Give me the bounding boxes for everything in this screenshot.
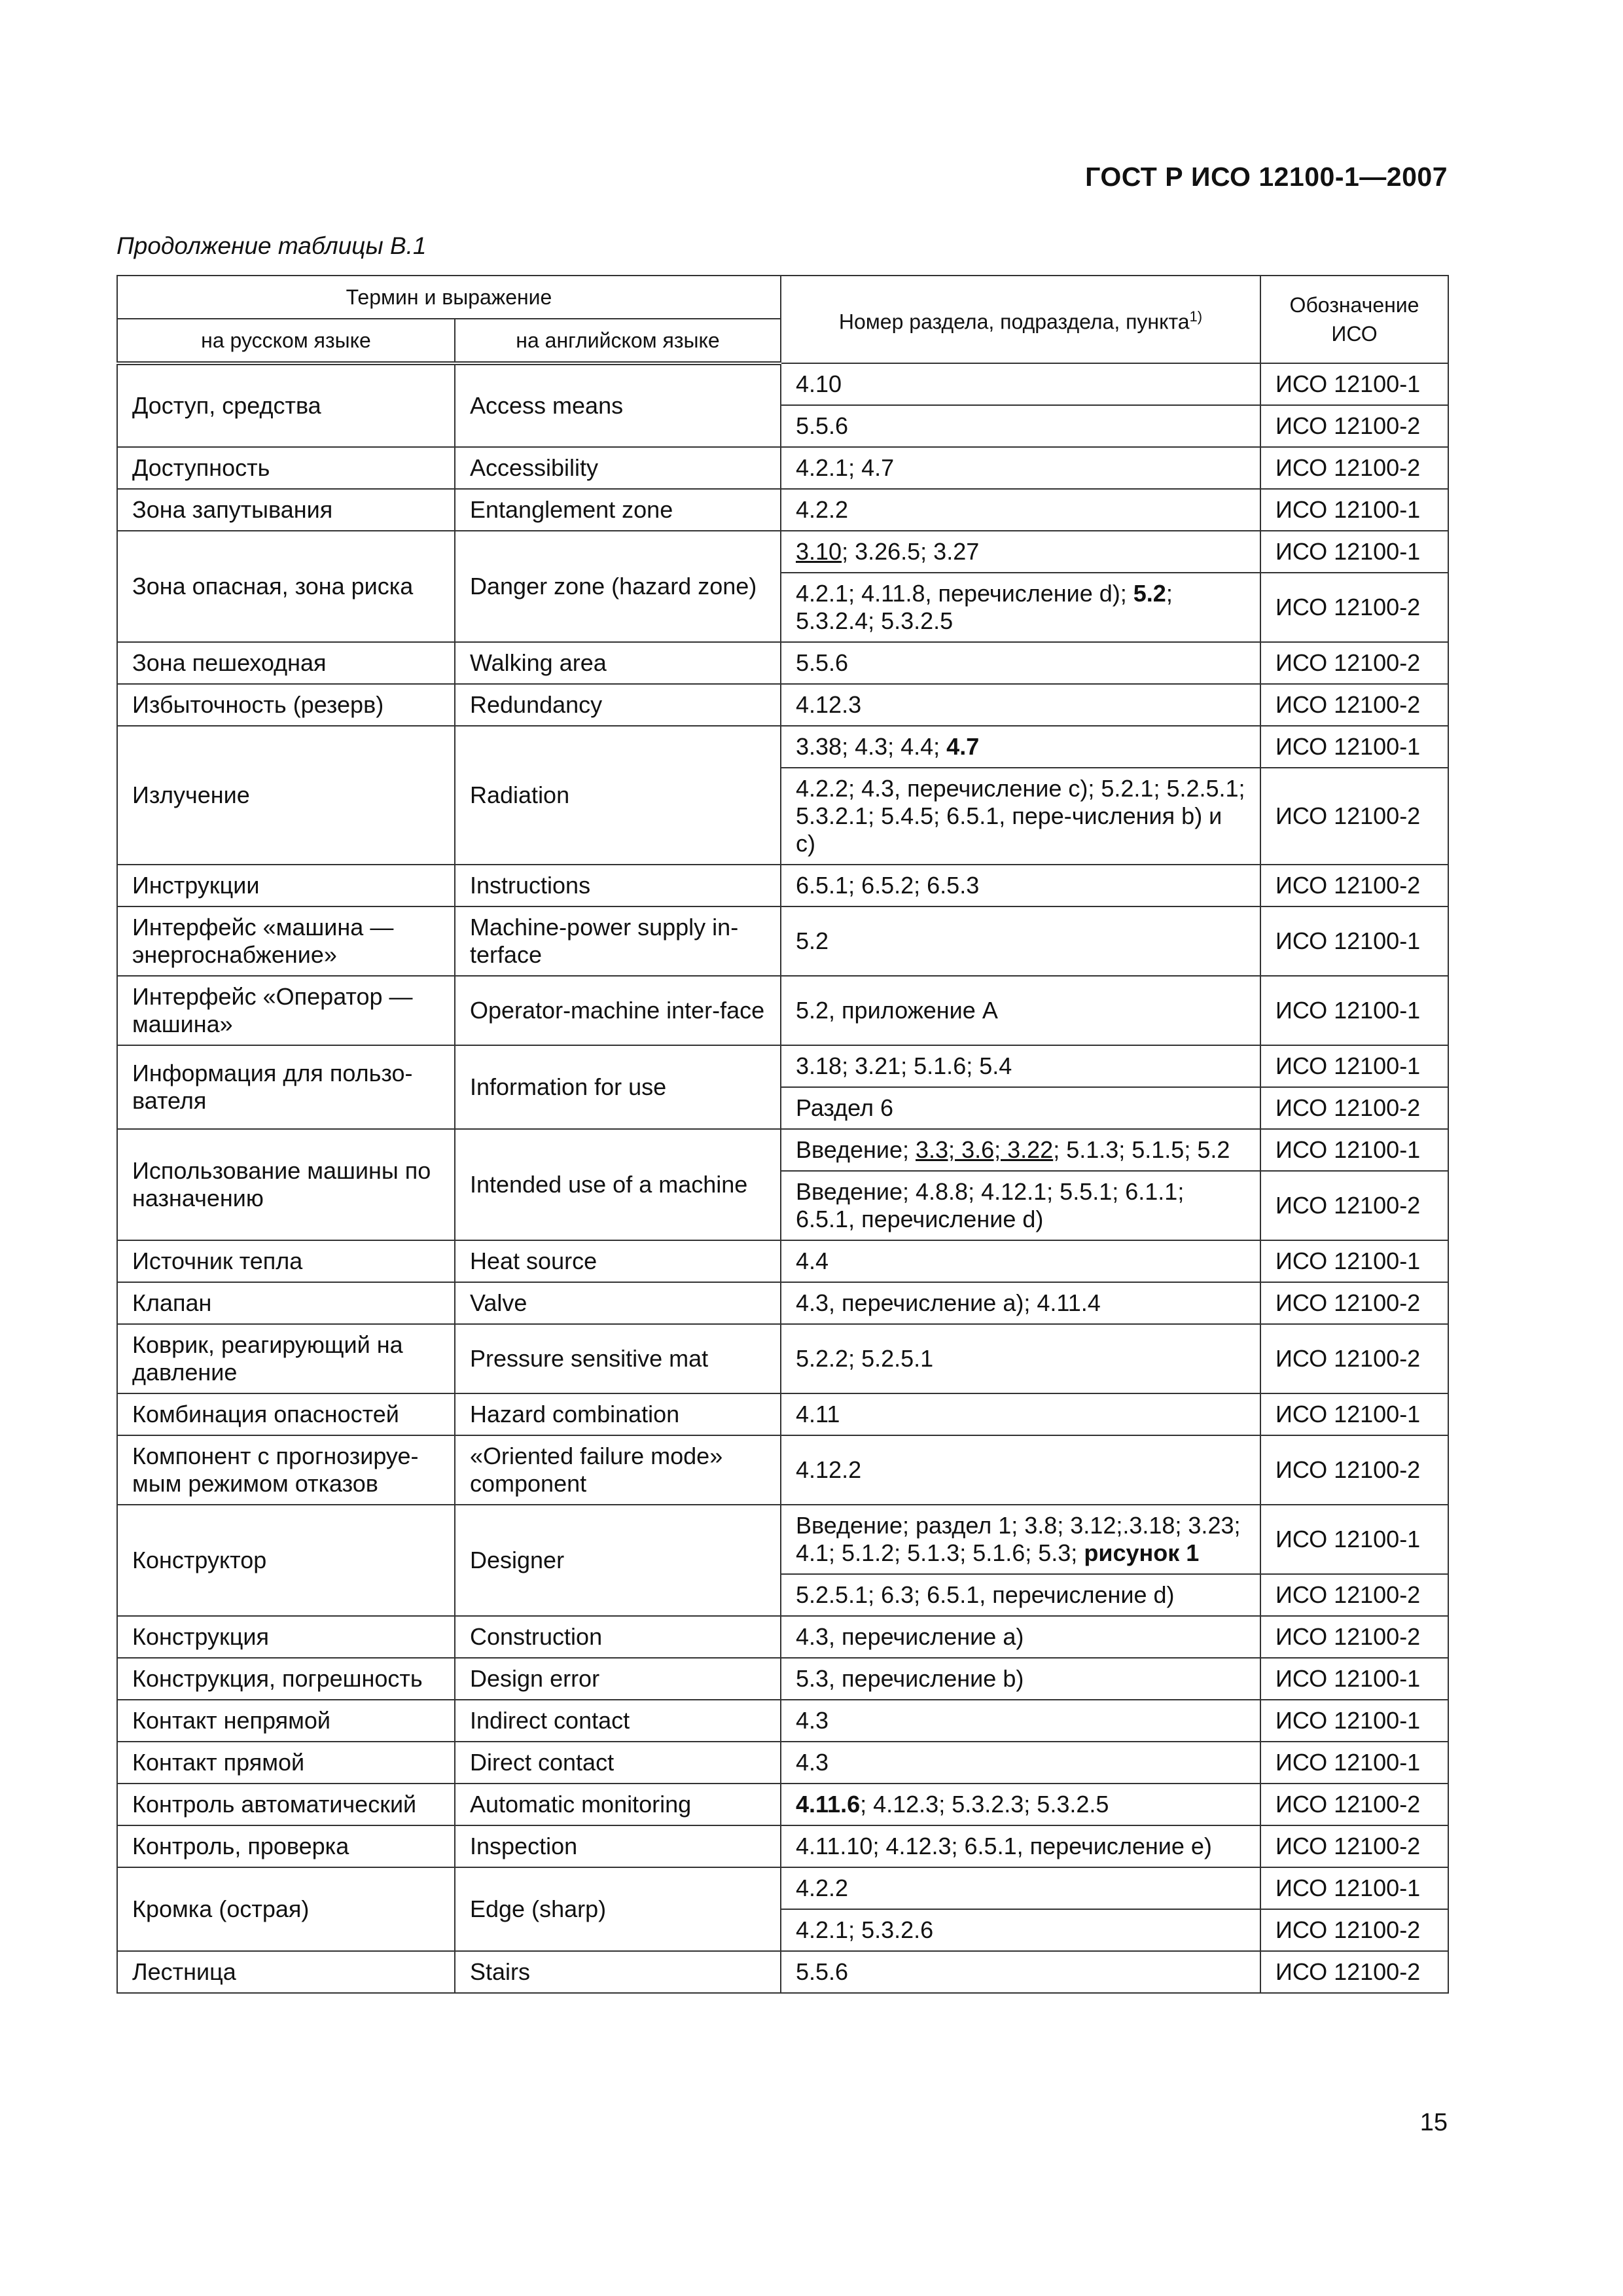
- table-caption: Продолжение таблицы В.1: [116, 232, 427, 259]
- iso-designation: ИСО 12100-2: [1260, 684, 1448, 726]
- iso-designation: ИСО 12100-1: [1260, 1045, 1448, 1087]
- reference-fragment: Введение; 4.8.8; 4.12.1; 5.5.1; 6.1.1; 6.5.1, перечисление d): [796, 1178, 1185, 1232]
- term-english: Machine-power supply in-terface: [455, 906, 781, 976]
- table-row: [117, 1435, 1448, 1505]
- table-row: [117, 1505, 1448, 1574]
- section-reference: [781, 976, 1260, 1045]
- section-reference: [781, 906, 1260, 976]
- iso-designation: ИСО 12100-1: [1260, 1658, 1448, 1700]
- term-russian: Зона опасная, зона риска: [117, 531, 455, 642]
- reference-fragment: 4.3, перечисление а); 4.11.4: [796, 1289, 1101, 1316]
- section-reference: [781, 865, 1260, 906]
- section-reference: [781, 1909, 1260, 1951]
- iso-designation: ИСО 12100-2: [1260, 1784, 1448, 1825]
- term-russian: Контроль автоматический: [117, 1784, 455, 1825]
- term-russian: Компонент с прогнозируе-мым режимом отказов: [117, 1435, 455, 1505]
- term-russian: Избыточность (резерв): [117, 684, 455, 726]
- term-english: Radiation: [455, 726, 781, 865]
- reference-fragment: 4.11.10; 4.12.3; 6.5.1, перечисление е): [796, 1833, 1212, 1859]
- iso-designation: ИСО 12100-1: [1260, 1393, 1448, 1435]
- table-row: [117, 1129, 1448, 1171]
- section-reference: [781, 363, 1260, 405]
- reference-fragment: 5.3, перечисление b): [796, 1665, 1024, 1692]
- table-row: [117, 363, 1448, 405]
- section-reference: [781, 447, 1260, 489]
- section-reference: [781, 1742, 1260, 1784]
- footnote-marker: 1): [1189, 308, 1203, 325]
- table-row: [117, 1616, 1448, 1658]
- table-row: [117, 1324, 1448, 1393]
- term-russian: Коврик, реагирующий на давление: [117, 1324, 455, 1393]
- terms-table: [116, 275, 1449, 1994]
- reference-fragment: 4.11: [796, 1401, 840, 1427]
- term-english: Intended use of a machine: [455, 1129, 781, 1240]
- reference-fragment: 3.18; 3.21; 5.1.6; 5.4: [796, 1052, 1012, 1079]
- iso-designation: ИСО 12100-2: [1260, 865, 1448, 906]
- reference-fragment: 4.12.2: [796, 1456, 862, 1483]
- section-reference: [781, 1574, 1260, 1616]
- term-russian: Интерфейс «машина — энергоснабжение»: [117, 906, 455, 976]
- section-reference: [781, 1045, 1260, 1087]
- reference-fragment: 4.3: [796, 1707, 829, 1734]
- term-russian: Использование машины по назначению: [117, 1129, 455, 1240]
- term-english: Automatic monitoring: [455, 1784, 781, 1825]
- section-reference: [781, 573, 1260, 642]
- table-row: [117, 1742, 1448, 1784]
- term-english: Instructions: [455, 865, 781, 906]
- term-english: Stairs: [455, 1951, 781, 1993]
- reference-fragment: 4.3, перечисление а): [796, 1623, 1024, 1650]
- term-russian: Доступность: [117, 447, 455, 489]
- term-english: Information for use: [455, 1045, 781, 1129]
- iso-designation: ИСО 12100-2: [1260, 1616, 1448, 1658]
- reference-fragment: 4.12.3: [796, 691, 862, 718]
- reference-fragment: 4.2.1; 4.7: [796, 454, 895, 481]
- term-english: «Oriented failure mode» component: [455, 1435, 781, 1505]
- term-russian: Источник тепла: [117, 1240, 455, 1282]
- iso-designation: ИСО 12100-2: [1260, 573, 1448, 642]
- iso-designation: ИСО 12100-2: [1260, 1087, 1448, 1129]
- section-reference: [781, 1129, 1260, 1171]
- term-english: Design error: [455, 1658, 781, 1700]
- section-reference: [781, 1435, 1260, 1505]
- reference-fragment: ; 3.26.5; 3.27: [842, 538, 980, 565]
- page-number: 15: [1419, 2109, 1448, 2136]
- term-english: Accessibility: [455, 447, 781, 489]
- reference-fragment: 4.11.6: [796, 1791, 861, 1818]
- header-russian: на русском языке: [117, 319, 455, 363]
- term-english: Pressure sensitive mat: [455, 1324, 781, 1393]
- term-english: Direct contact: [455, 1742, 781, 1784]
- iso-designation: ИСО 12100-2: [1260, 1171, 1448, 1240]
- term-russian: Конструкция, погрешность: [117, 1658, 455, 1700]
- term-russian: Клапан: [117, 1282, 455, 1324]
- table-header: [117, 276, 1448, 363]
- table-row: [117, 447, 1448, 489]
- term-russian: Интерфейс «Оператор — машина»: [117, 976, 455, 1045]
- table-body: [117, 363, 1448, 1993]
- section-reference: [781, 1393, 1260, 1435]
- reference-fragment: 6.5.1; 6.5.2; 6.5.3: [796, 872, 980, 899]
- term-russian: Лестница: [117, 1951, 455, 1993]
- table-row: [117, 1658, 1448, 1700]
- iso-designation: ИСО 12100-1: [1260, 1240, 1448, 1282]
- table-row: [117, 1825, 1448, 1867]
- term-english: Walking area: [455, 642, 781, 684]
- reference-fragment: Раздел 6: [796, 1094, 894, 1121]
- reference-fragment: 3.10: [796, 538, 842, 565]
- table-row: [117, 976, 1448, 1045]
- term-russian: Информация для пользо-вателя: [117, 1045, 455, 1129]
- iso-designation: ИСО 12100-1: [1260, 489, 1448, 531]
- table-row: [117, 1784, 1448, 1825]
- iso-designation: ИСО 12100-1: [1260, 906, 1448, 976]
- term-english: Hazard combination: [455, 1393, 781, 1435]
- section-reference: [781, 1087, 1260, 1129]
- section-reference: [781, 1616, 1260, 1658]
- reference-fragment: 3.38; 4.3; 4.4;: [796, 733, 947, 760]
- section-reference: [781, 1700, 1260, 1742]
- table-row: [117, 1282, 1448, 1324]
- reference-fragment: 5.2: [1133, 580, 1166, 607]
- section-reference: [781, 1784, 1260, 1825]
- reference-fragment: 4.2.2; 4.3, перечисление c); 5.2.1; 5.2.5.1; 5.3.2.1; 5.4.5; 6.5.1, пере-числения b) и c): [796, 775, 1245, 857]
- section-reference: [781, 642, 1260, 684]
- iso-designation: ИСО 12100-1: [1260, 1867, 1448, 1909]
- term-english: Redundancy: [455, 684, 781, 726]
- reference-fragment: 5.5.6: [796, 649, 849, 676]
- reference-fragment: Введение; раздел 1; 3.8; 3.12;.3.18; 3.23; 4.1; 5.1.2; 5.1.3; 5.1.6; 5.3;: [796, 1512, 1241, 1566]
- reference-fragment: рисунок 1: [1084, 1539, 1200, 1566]
- term-english: Heat source: [455, 1240, 781, 1282]
- term-english: Designer: [455, 1505, 781, 1616]
- header-section-label: Номер раздела, подраздела, пункта: [838, 310, 1190, 334]
- iso-designation: ИСО 12100-2: [1260, 768, 1448, 865]
- term-english: Access means: [455, 363, 781, 447]
- reference-fragment: Введение;: [796, 1136, 916, 1163]
- term-english: Indirect contact: [455, 1700, 781, 1742]
- iso-designation: ИСО 12100-2: [1260, 1951, 1448, 1993]
- term-russian: Доступ, средства: [117, 363, 455, 447]
- term-english: Inspection: [455, 1825, 781, 1867]
- table-row: [117, 1393, 1448, 1435]
- section-reference: [781, 1171, 1260, 1240]
- iso-designation: ИСО 12100-2: [1260, 1435, 1448, 1505]
- iso-designation: ИСО 12100-1: [1260, 363, 1448, 405]
- iso-designation: ИСО 12100-1: [1260, 726, 1448, 768]
- iso-designation: ИСО 12100-2: [1260, 447, 1448, 489]
- iso-designation: ИСО 12100-1: [1260, 1505, 1448, 1574]
- section-reference: [781, 726, 1260, 768]
- reference-fragment: 5.2.2; 5.2.5.1: [796, 1345, 934, 1372]
- term-russian: Зона запутывания: [117, 489, 455, 531]
- term-english: Valve: [455, 1282, 781, 1324]
- section-reference: [781, 1282, 1260, 1324]
- table-row: [117, 1700, 1448, 1742]
- header-iso-designation: Обозначение ИСО: [1260, 276, 1448, 363]
- term-english: Operator-machine inter-face: [455, 976, 781, 1045]
- reference-fragment: 4.4: [796, 1247, 829, 1274]
- iso-designation: ИСО 12100-1: [1260, 531, 1448, 573]
- header-english: на английском языке: [455, 319, 781, 363]
- table-row: [117, 1867, 1448, 1909]
- section-reference: [781, 1951, 1260, 1993]
- iso-designation: ИСО 12100-2: [1260, 1282, 1448, 1324]
- reference-fragment: 5.5.6: [796, 412, 849, 439]
- term-russian: Контакт непрямой: [117, 1700, 455, 1742]
- table-row: [117, 642, 1448, 684]
- header-term-group: Термин и выражение: [117, 276, 781, 319]
- reference-fragment: 4.2.2: [796, 1874, 849, 1901]
- term-english: Construction: [455, 1616, 781, 1658]
- reference-fragment: 5.5.6: [796, 1958, 849, 1985]
- reference-fragment: 5.2: [796, 927, 829, 954]
- iso-designation: ИСО 12100-2: [1260, 1909, 1448, 1951]
- table-row: [117, 1951, 1448, 1993]
- reference-fragment: 4.2.1; 5.3.2.6: [796, 1916, 934, 1943]
- table-row: [117, 906, 1448, 976]
- section-reference: [781, 489, 1260, 531]
- term-russian: Зона пешеходная: [117, 642, 455, 684]
- table-row: [117, 1240, 1448, 1282]
- term-russian: Контроль, проверка: [117, 1825, 455, 1867]
- term-russian: Комбинация опасностей: [117, 1393, 455, 1435]
- term-english: Entanglement zone: [455, 489, 781, 531]
- reference-fragment: ; 5.1.3; 5.1.5; 5.2: [1053, 1136, 1230, 1163]
- section-reference: [781, 684, 1260, 726]
- iso-designation: ИСО 12100-2: [1260, 1324, 1448, 1393]
- document-designation: ГОСТ Р ИСО 12100-1—2007: [1085, 162, 1448, 192]
- section-reference: [781, 1867, 1260, 1909]
- term-russian: Инструкции: [117, 865, 455, 906]
- term-english: Edge (sharp): [455, 1867, 781, 1951]
- reference-fragment: 5.2.5.1; 6.3; 6.5.1, перечисление d): [796, 1581, 1175, 1608]
- table-row: [117, 531, 1448, 573]
- term-russian: Кромка (острая): [117, 1867, 455, 1951]
- iso-designation: ИСО 12100-2: [1260, 405, 1448, 447]
- section-reference: [781, 1825, 1260, 1867]
- term-english: Danger zone (hazard zone): [455, 531, 781, 642]
- section-reference: [781, 405, 1260, 447]
- term-russian: Конструкция: [117, 1616, 455, 1658]
- section-reference: [781, 768, 1260, 865]
- table-row: [117, 489, 1448, 531]
- section-reference: [781, 1505, 1260, 1574]
- term-russian: Контакт прямой: [117, 1742, 455, 1784]
- iso-designation: ИСО 12100-1: [1260, 1742, 1448, 1784]
- term-russian: Конструктор: [117, 1505, 455, 1616]
- table-row: [117, 865, 1448, 906]
- header-section-number: [781, 276, 1260, 363]
- section-reference: [781, 1240, 1260, 1282]
- table-row: [117, 726, 1448, 768]
- reference-fragment: 4.3: [796, 1749, 829, 1776]
- table-row: [117, 684, 1448, 726]
- reference-fragment: 4.10: [796, 370, 842, 397]
- iso-designation: ИСО 12100-1: [1260, 1700, 1448, 1742]
- iso-designation: ИСО 12100-2: [1260, 1574, 1448, 1616]
- reference-fragment: 4.2.2: [796, 496, 849, 523]
- section-reference: [781, 531, 1260, 573]
- reference-fragment: ; 4.12.3; 5.3.2.3; 5.3.2.5: [860, 1791, 1109, 1818]
- section-reference: [781, 1658, 1260, 1700]
- table-row: [117, 1045, 1448, 1087]
- iso-designation: ИСО 12100-2: [1260, 642, 1448, 684]
- iso-designation: ИСО 12100-2: [1260, 1825, 1448, 1867]
- iso-designation: ИСО 12100-1: [1260, 1129, 1448, 1171]
- reference-fragment: 5.2, приложение А: [796, 997, 998, 1024]
- section-reference: [781, 1324, 1260, 1393]
- reference-fragment: 4.2.1; 4.11.8, перечисление d);: [796, 580, 1133, 607]
- reference-fragment: 4.7: [946, 733, 980, 760]
- iso-designation: ИСО 12100-1: [1260, 976, 1448, 1045]
- reference-fragment: ; 5.3.2.4; 5.3.2.5: [796, 580, 1173, 634]
- reference-fragment: 3.3; 3.6; 3.22: [916, 1136, 1054, 1163]
- term-russian: Излучение: [117, 726, 455, 865]
